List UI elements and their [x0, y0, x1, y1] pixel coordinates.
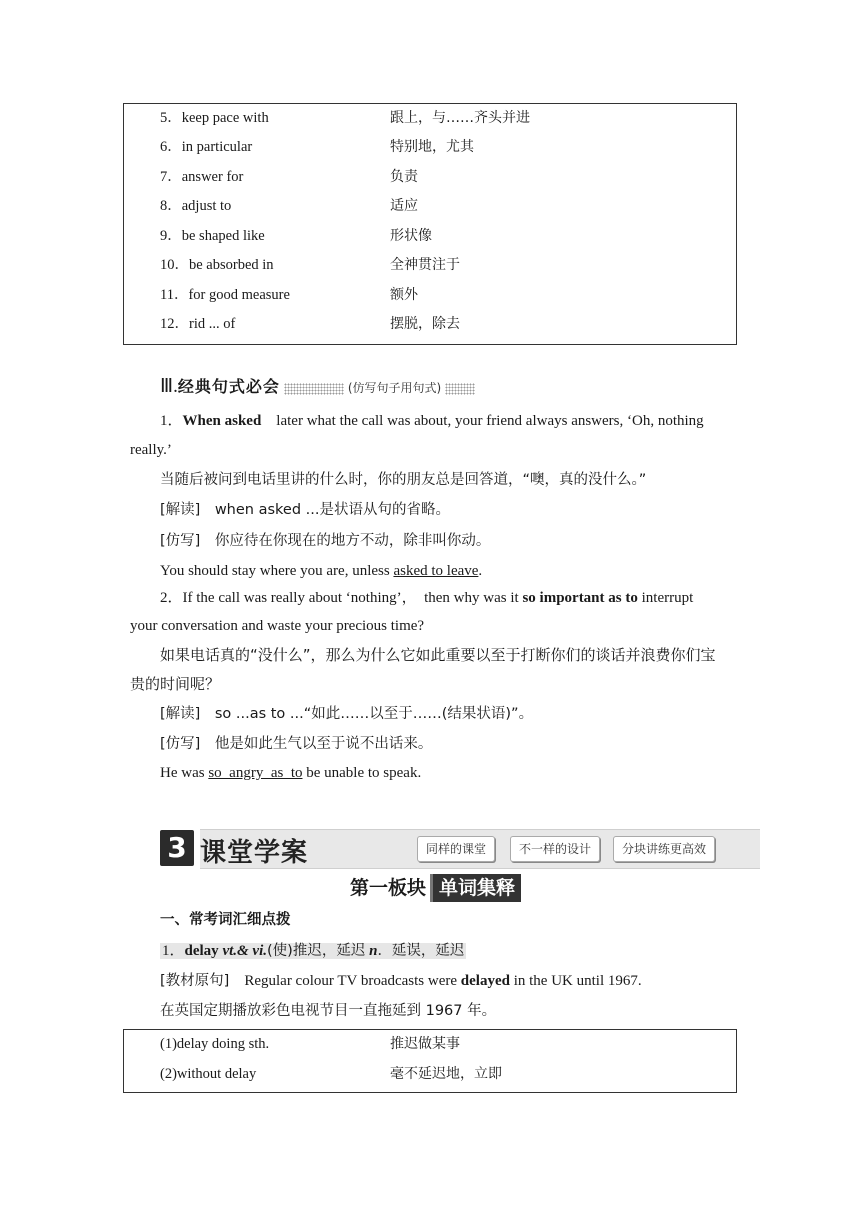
- phrase-en: 7．answer for: [160, 169, 244, 185]
- table-row: [124, 107, 736, 129]
- sentence-2-translation: 如果电话真的“没什么”，那么为什么它如此重要以至于打断你们的谈话并浪费你们宝: [160, 646, 716, 664]
- answer-text: He was: [160, 765, 209, 781]
- item-number: 2．: [160, 590, 183, 606]
- jiedu-text: when asked ...是状语从句的省略。: [200, 502, 450, 518]
- table-row: [124, 225, 736, 247]
- sentence-1: [160, 410, 704, 432]
- sentence-2-cont: your conversation and waste your precious time?: [130, 618, 425, 634]
- sentence-1-cont: really.’: [130, 442, 172, 458]
- source-text: in the UK until 1967.: [509, 973, 642, 989]
- phrase-en: 12．rid ... of: [160, 316, 236, 332]
- sentence-2: [160, 587, 693, 609]
- phrase-zh: 特别地，尤其: [390, 139, 474, 155]
- phrase-zh: 适应: [390, 198, 418, 214]
- phrase-en: (2)without delay: [160, 1066, 257, 1082]
- banner-tag: 同样的课堂: [417, 836, 495, 862]
- section-numeral: Ⅲ.: [160, 376, 178, 397]
- item-number: 1．: [160, 413, 183, 429]
- source-text: Regular colour TV broadcasts were: [229, 973, 461, 989]
- block-title-tag: 单词集释: [430, 874, 521, 902]
- banner-tag: 不一样的设计: [510, 836, 600, 862]
- phrase-en: 11．for good measure: [160, 287, 290, 303]
- fangxie-label: [仿写]: [160, 533, 201, 549]
- source-label: [教材原句]: [160, 973, 230, 989]
- jiedu-label: [解读]: [160, 502, 201, 518]
- answer-text: You should stay where you are, unless: [160, 563, 394, 579]
- phrase-zh: 摆脱，除去: [390, 316, 460, 332]
- phrase-en: 6．in particular: [160, 139, 253, 155]
- jiedu-2: [160, 703, 533, 725]
- section-title: 经典句式必会: [177, 377, 280, 396]
- phrase-en: 9．be shaped like: [160, 228, 265, 244]
- sentence-1-translation: 当随后被问到电话里讲的什么时，你的朋友总是回答道，“噢，真的没什么。”: [160, 472, 647, 488]
- source-sentence: [160, 970, 642, 992]
- table-row: [124, 136, 736, 158]
- fangxie-text: 他是如此生气以至于说不出话来。: [200, 736, 433, 752]
- delay-table: [123, 1029, 737, 1093]
- vocab-entry-shading: [160, 943, 466, 959]
- sentence-text: If the call was really about ‘nothing’， then why was it: [182, 590, 523, 606]
- chapter-number-icon: 3: [160, 830, 194, 866]
- vocab-meaning: ．延误，延迟: [377, 943, 465, 959]
- sentence-2-translation-cont: 贵的时间呢？: [130, 675, 221, 693]
- answer-1: [160, 560, 482, 582]
- dotted-decoration: [284, 383, 344, 395]
- fangxie-2: [160, 733, 432, 755]
- vocab-meaning: (使)推迟，延迟: [267, 943, 366, 959]
- table-row: [124, 284, 736, 306]
- answer-text: be unable to speak.: [302, 765, 422, 781]
- part-of-speech: n: [369, 943, 378, 959]
- table-row: [124, 195, 736, 217]
- table-row: [124, 1033, 736, 1055]
- phrase-en: (1)delay doing sth.: [160, 1036, 270, 1052]
- block-title-main: 第一板块: [350, 877, 427, 899]
- vocab-entry: [160, 940, 466, 962]
- table-row: [124, 254, 736, 276]
- fangxie-1: [160, 530, 490, 552]
- phrase-en: 8．adjust to: [160, 198, 232, 214]
- phrase-en: 10．be absorbed in: [160, 257, 274, 273]
- phrase-en: 5．keep pace with: [160, 110, 269, 126]
- jiedu-1: [160, 499, 450, 521]
- vocab-word: delay: [184, 943, 219, 959]
- part-of-speech: vt.& vi.: [222, 943, 268, 959]
- dotted-decoration: [445, 383, 475, 395]
- table-row: [124, 1063, 736, 1085]
- sentence-text: later what the call was about, your friend always answers, ‘Oh, nothing: [261, 413, 704, 429]
- vocab-heading: 一、常考词汇细点拨: [160, 912, 291, 928]
- phrase-zh: 负责: [390, 169, 418, 185]
- phrase-zh: 全神贯注于: [390, 257, 460, 273]
- fangxie-text: 你应待在你现在的地方不动，除非叫你动。: [200, 533, 491, 549]
- answer-blank: asked to leave: [393, 563, 479, 579]
- answer-text: .: [478, 563, 483, 579]
- banner-title: 课堂学案: [200, 838, 309, 868]
- jiedu-label: [解读]: [160, 706, 201, 722]
- answer-2: [160, 762, 421, 784]
- section-heading: [160, 376, 479, 398]
- table-row: [124, 313, 736, 335]
- key-phrase: so important as to: [522, 590, 638, 606]
- jiedu-text: so ...as to ...“如此……以至于……(结果状语)”。: [200, 706, 534, 722]
- key-word: delayed: [460, 973, 510, 989]
- phrase-zh: 毫不延迟地，立即: [390, 1066, 502, 1082]
- source-translation: 在英国定期播放彩色电视节目一直拖延到 1967 年。: [160, 1003, 497, 1019]
- phrase-zh: 形状像: [390, 228, 432, 244]
- phrase-zh: 跟上，与……齐头并进: [390, 110, 530, 126]
- phrase-zh: 额外: [390, 287, 418, 303]
- fangxie-label: [仿写]: [160, 736, 201, 752]
- item-number: 1．: [162, 943, 185, 959]
- table-row: [124, 166, 736, 188]
- lesson-banner: [160, 829, 760, 867]
- block-title: [350, 874, 521, 902]
- key-phrase: When asked: [182, 413, 262, 429]
- answer-blank: so angry as to: [208, 765, 303, 781]
- phrase-zh: 推迟做某事: [390, 1036, 460, 1052]
- section-subtitle: (仿写句子用句式): [347, 381, 442, 395]
- phrases-table: [123, 103, 737, 345]
- banner-tag: 分块讲练更高效: [613, 836, 715, 862]
- sentence-text: interrupt: [637, 590, 694, 606]
